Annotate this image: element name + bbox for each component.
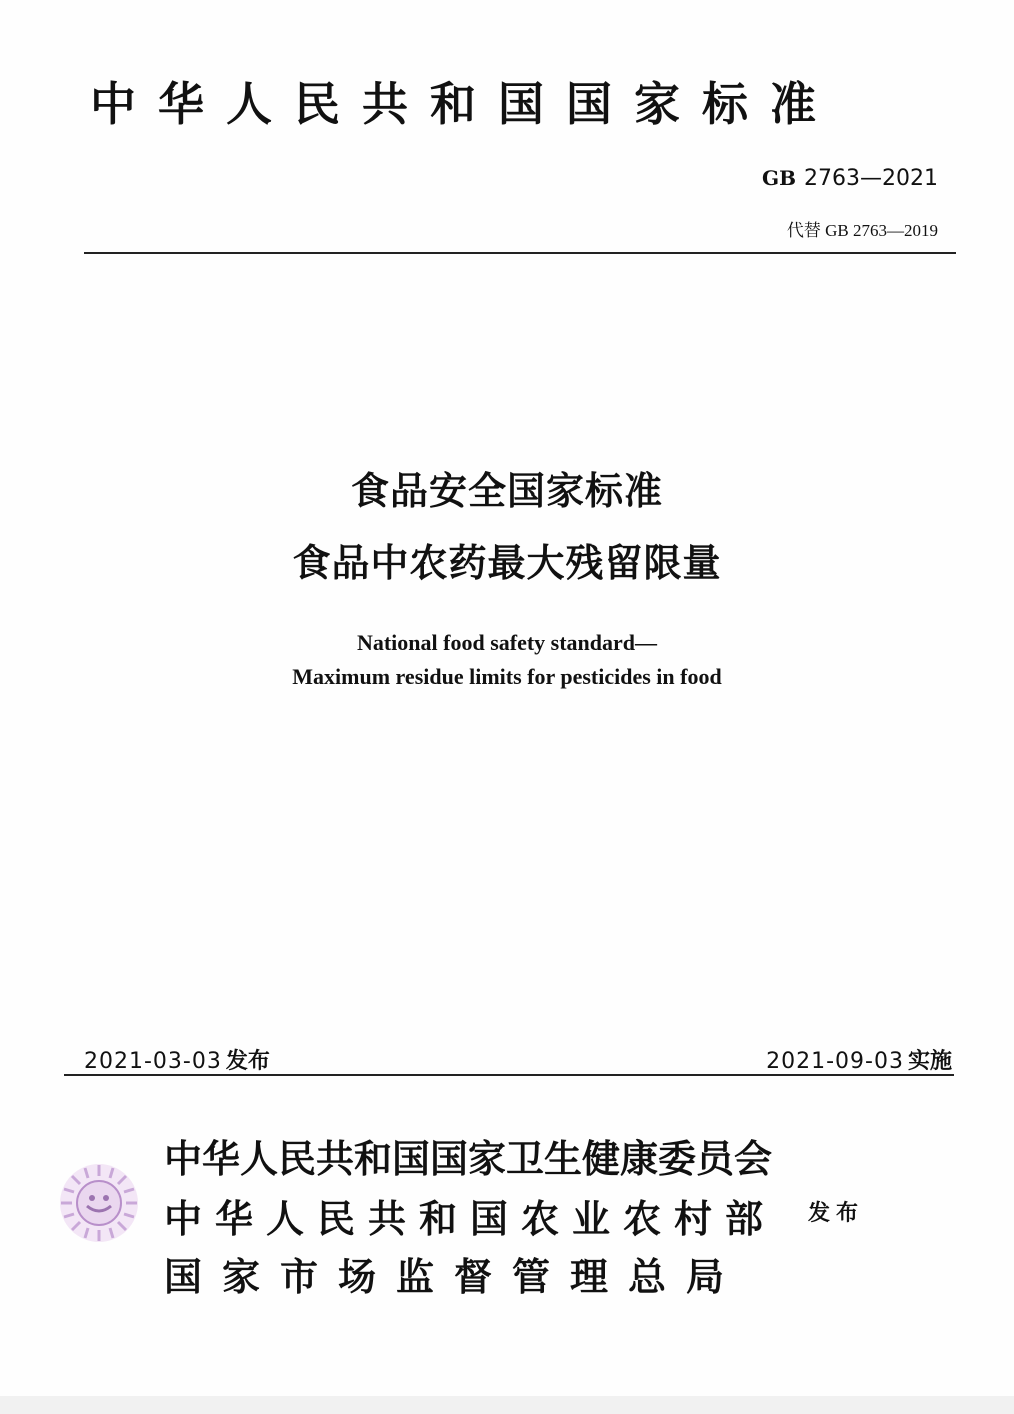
issuer-agriculture-ministry: 中华人民共和国农业农村部	[164, 1196, 777, 1241]
bottom-divider	[64, 1074, 954, 1076]
chinese-title-line-1: 食品安全国家标准	[350, 469, 663, 513]
english-title-line-1: National food safety standard—	[356, 630, 658, 655]
replaces-standard: 代替 GB 2763—2019	[786, 221, 938, 240]
effective-date-value: 2021-09-03	[766, 1049, 904, 1074]
issuer-health-commission: 中华人民共和国国家卫生健康委员会	[164, 1136, 773, 1181]
seal-icon	[58, 1162, 140, 1244]
issue-date-value: 2021-03-03	[84, 1049, 222, 1074]
standard-number	[762, 166, 938, 191]
chinese-title-line-2: 食品中农药最大残留限量	[292, 541, 722, 585]
top-divider	[84, 252, 956, 254]
national-standard-heading: 中华人民共和国国家标准	[90, 77, 838, 131]
page-bottom-band	[0, 1396, 1014, 1414]
issue-date-label: 发布	[225, 1049, 270, 1074]
publish-label: 发布	[808, 1201, 865, 1226]
effective-date-label: 实施	[907, 1049, 952, 1074]
issue-date	[84, 1044, 270, 1075]
standard-code: 2763—2021	[804, 166, 938, 191]
english-title-line-2: Maximum residue limits for pesticides in food	[292, 664, 722, 689]
issuer-market-regulation: 国家市场监督管理总局	[164, 1254, 745, 1299]
effective-date	[766, 1044, 952, 1075]
standard-prefix: GB	[762, 166, 797, 190]
